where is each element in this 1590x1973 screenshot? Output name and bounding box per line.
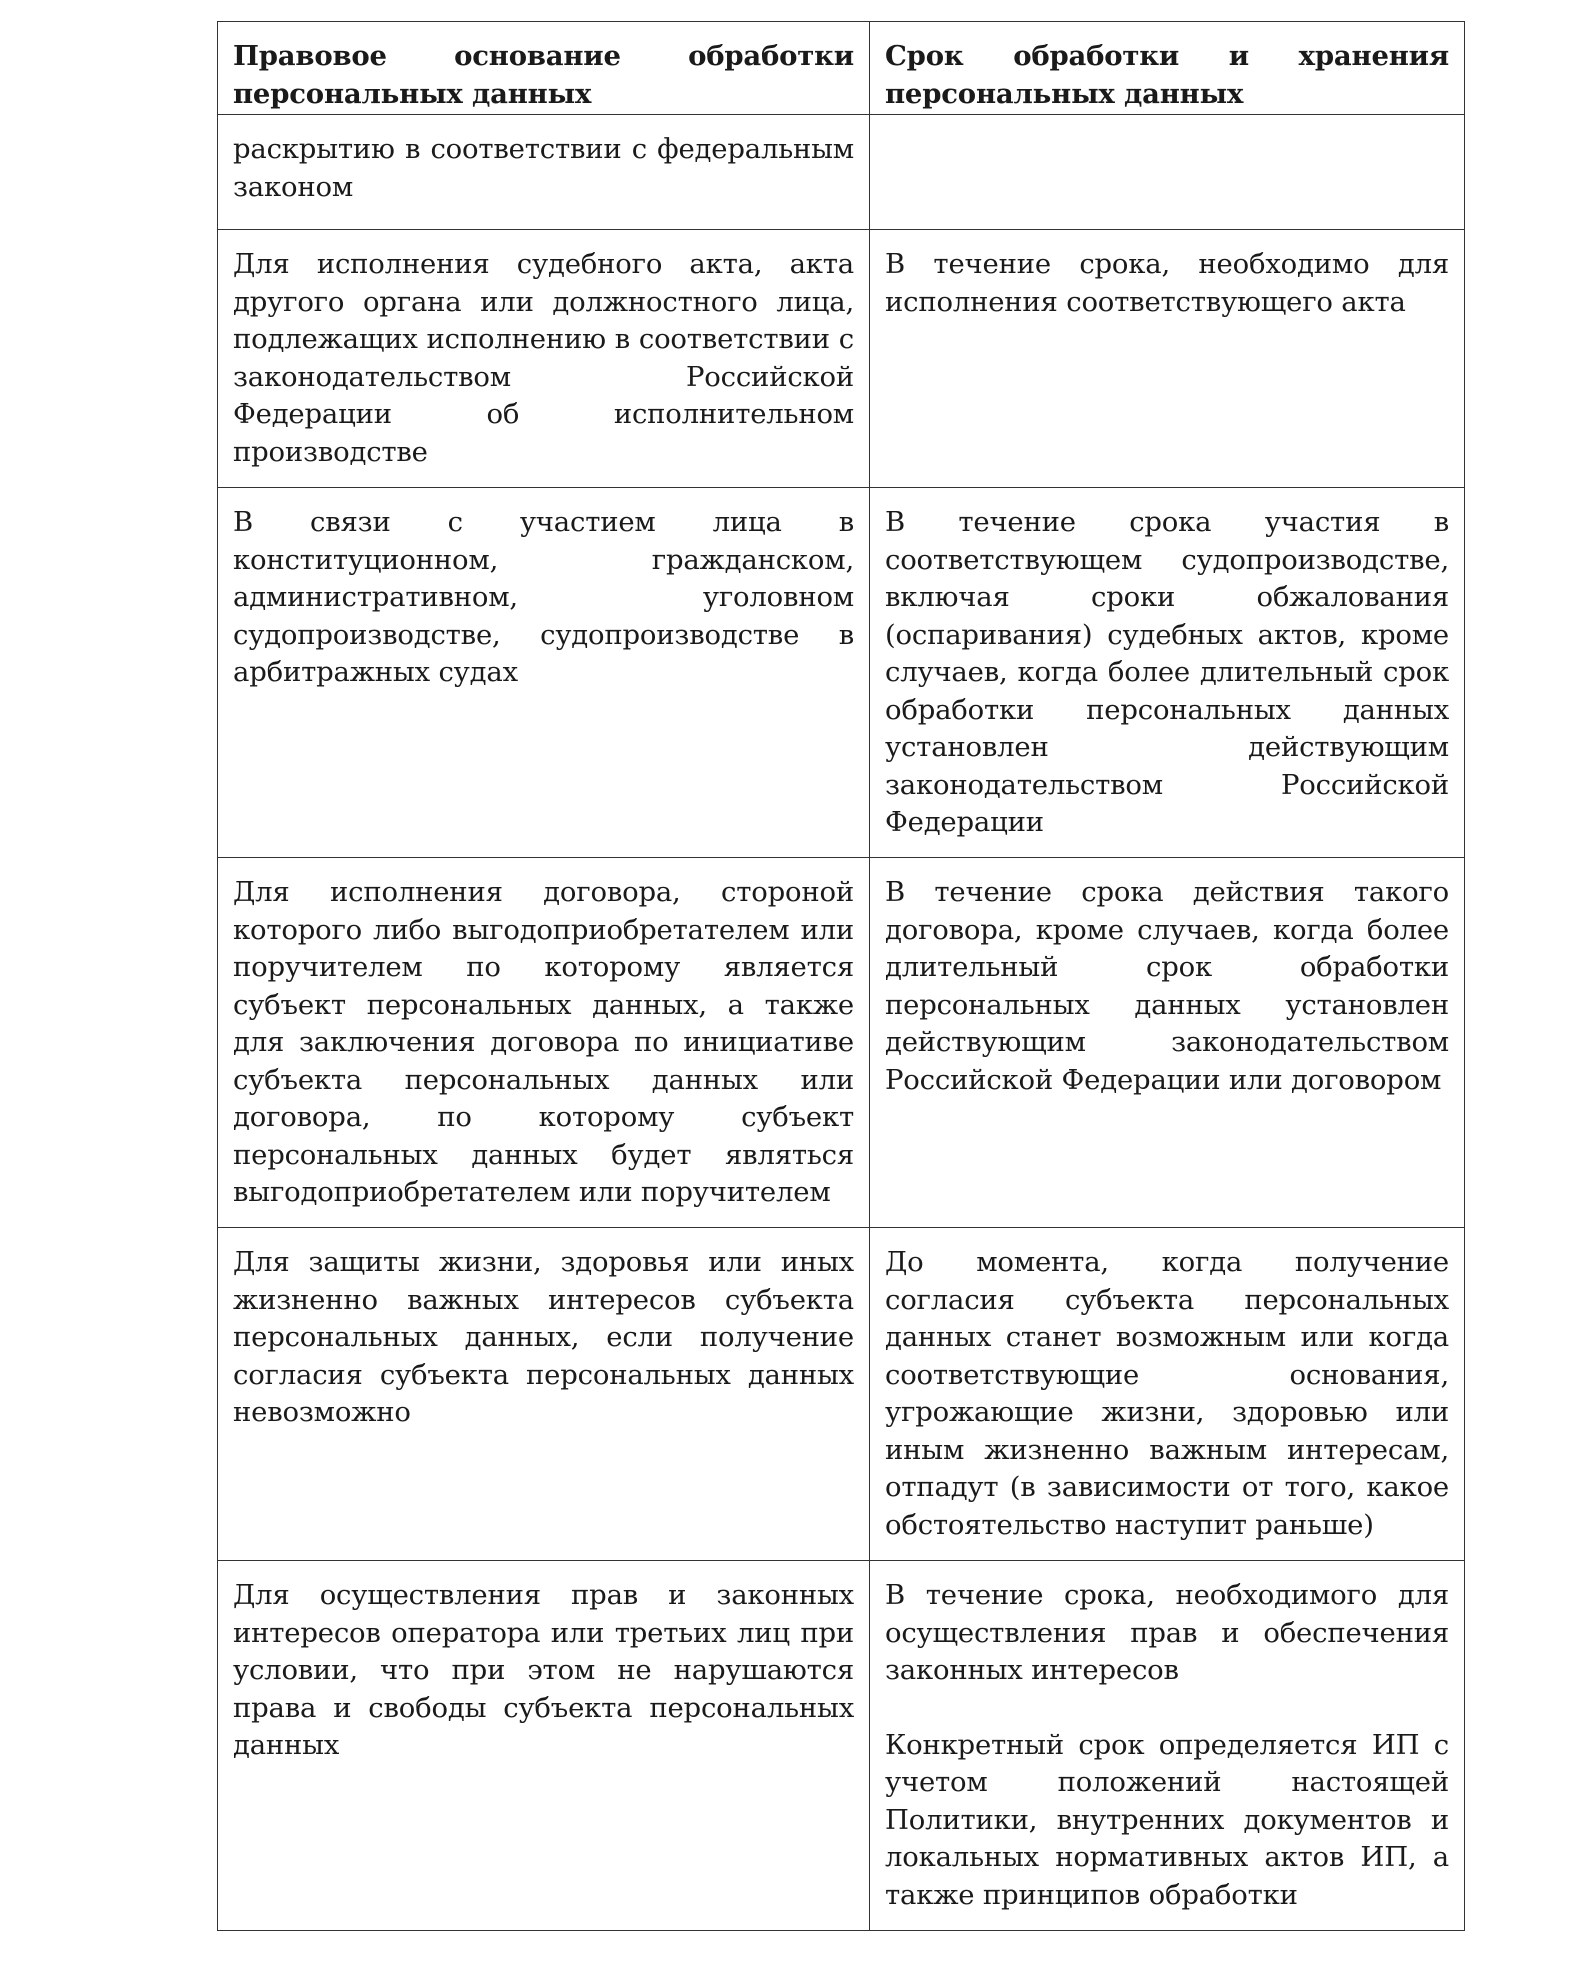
table-row <box>218 115 1465 230</box>
legal-basis-cell <box>218 230 870 488</box>
table-row <box>218 1561 1465 1931</box>
processing-term-text: В течение срока действия такого договора, кроме случаев, когда более длительный срок обработки персональных данных установлен действующим законодательством Российской Федерации или договором <box>885 876 1449 1096</box>
policy-table <box>217 21 1465 1931</box>
table-header-row <box>218 22 1465 115</box>
processing-term-cell <box>870 230 1465 488</box>
processing-term-cell <box>870 1228 1465 1561</box>
legal-basis-text: В связи с участием лица в конституционном, гражданском, административном, уголовном судопроизводстве, судопроизводстве в арбитражных судах <box>233 506 854 688</box>
legal-basis-text: Для исполнения судебного акта, акта другого органа или должностного лица, подлежащих исполнению в соответствии с законодательством Российской Федерации об исполнительном производстве <box>233 248 854 468</box>
table-row <box>218 488 1465 858</box>
legal-basis-cell <box>218 858 870 1228</box>
processing-term-cell <box>870 488 1465 858</box>
processing-term-cell <box>870 1561 1465 1931</box>
processing-term-text: В течение срока, необходимо для исполнения соответствующего акта <box>885 248 1449 318</box>
table-row <box>218 1228 1465 1561</box>
legal-basis-cell <box>218 1561 870 1931</box>
legal-basis-text: Для осуществления прав и законных интересов оператора или третьих лиц при условии, что при этом не нарушаются права и свободы субъекта персональных данных <box>233 1579 854 1761</box>
processing-term-extra-text: Конкретный срок определяется ИП с учетом положений настоящей Политики, внутренних документов и локальных нормативных актов ИП, а также принципов обработки <box>885 1728 1449 1911</box>
legal-basis-text: раскрытию в соответствии с федеральным законом <box>233 133 854 203</box>
header-processing-term <box>870 22 1465 115</box>
header-legal-basis-text: Правовое основание обработки персональных данных <box>233 40 854 110</box>
processing-term-cell <box>870 858 1465 1228</box>
processing-term-text: В течение срока, необходимого для осуществления прав и обеспечения законных интересов <box>885 1579 1449 1686</box>
legal-basis-cell <box>218 115 870 230</box>
paragraph-gap <box>885 1690 1449 1727</box>
processing-term-text: В течение срока участия в соответствующем судопроизводстве, включая сроки обжалования (оспаривания) судебных актов, кроме случаев, когда более длительный срок обработки персональных данных установлен действующим законодательством Российской Федерации <box>885 506 1449 838</box>
processing-term-text: До момента, когда получение согласия субъекта персональных данных станет возможным или когда соответствующие основания, угрожающие жизни, здоровью или иным жизненно важным интересам, отпадут (в зависимости от того, какое обстоятельство наступит раньше) <box>885 1246 1449 1541</box>
table-row <box>218 858 1465 1228</box>
legal-basis-text: Для защиты жизни, здоровья или иных жизненно важных интересов субъекта персональных данных, если получение согласия субъекта персональных данных невозможно <box>233 1246 854 1428</box>
legal-basis-cell <box>218 488 870 858</box>
header-legal-basis <box>218 22 870 115</box>
processing-term-cell <box>870 115 1465 230</box>
table-row <box>218 230 1465 488</box>
legal-basis-cell <box>218 1228 870 1561</box>
header-processing-term-text: Срок обработки и хранения персональных данных <box>885 40 1449 110</box>
legal-basis-text: Для исполнения договора, стороной которого либо выгодоприобретателем или поручителем по которому является субъект персональных данных, а также для заключения договора по инициативе субъекта персональных данных или договора, по которому субъект персональных данных будет являться выгодоприобретателем или поручителем <box>233 876 854 1208</box>
